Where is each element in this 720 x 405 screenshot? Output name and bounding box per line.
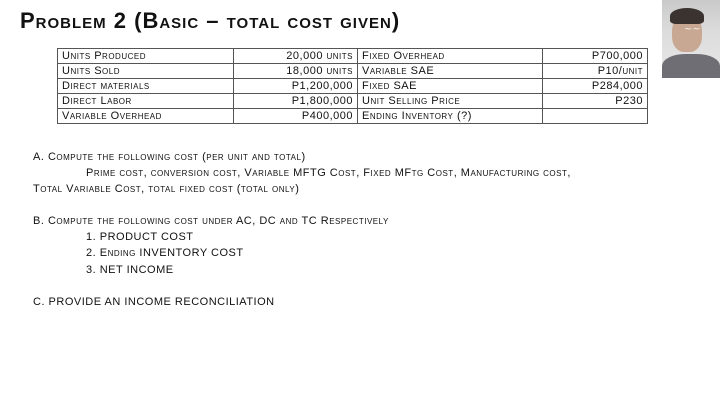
row-label: Variable Overhead [58, 109, 234, 124]
row-value: P1,800,000 [234, 94, 358, 109]
row-label: Fixed SAE [358, 79, 543, 94]
row-label: Direct materials [58, 79, 234, 94]
row-label: Direct Labor [58, 94, 234, 109]
row-label: Variable SAE [358, 64, 543, 79]
question-b-heading: B. Compute the following cost under AC, DC and TC Respectively [33, 215, 389, 227]
row-value: 20,000 units [234, 49, 358, 64]
row-label: Units Sold [58, 64, 234, 79]
question-a-heading: A. Compute the following cost (per unit and total) [33, 151, 306, 163]
row-value: 18,000 units [234, 64, 358, 79]
question-a-line-1: Prime cost, conversion cost, Variable MFTG Cost, Fixed MFtg Cost, Manufacturing cost, [86, 167, 571, 179]
row-value: P400,000 [234, 109, 358, 124]
table-row [58, 64, 648, 79]
given-data-table [57, 48, 648, 124]
table-row [58, 79, 648, 94]
row-value: P230 [543, 94, 648, 109]
question-a-line-2: Total Variable Cost, total fixed cost (total only) [33, 183, 300, 195]
question-b-item-3: 3. NET INCOME [86, 264, 174, 276]
row-label: Unit Selling Price [358, 94, 543, 109]
row-value [543, 109, 648, 124]
table-row [58, 49, 648, 64]
row-value: P700,000 [543, 49, 648, 64]
signature-watermark: ~~ [684, 24, 701, 35]
row-value: P1,200,000 [234, 79, 358, 94]
table-row [58, 94, 648, 109]
question-b-item-1: 1. PRODUCT COST [86, 231, 194, 243]
row-label: Units Produced [58, 49, 234, 64]
row-value: P10/unit [543, 64, 648, 79]
row-label: Fixed Overhead [358, 49, 543, 64]
question-b-item-2: 2. Ending INVENTORY COST [86, 247, 244, 259]
question-c-heading: C. PROVIDE AN INCOME RECONCILIATION [33, 296, 275, 308]
row-value: P284,000 [543, 79, 648, 94]
webcam-thumbnail [662, 0, 720, 78]
page-title: Problem 2 (Basic – total cost given) [20, 8, 401, 33]
row-label: Ending Inventory (?) [358, 109, 543, 124]
table-row [58, 109, 648, 124]
